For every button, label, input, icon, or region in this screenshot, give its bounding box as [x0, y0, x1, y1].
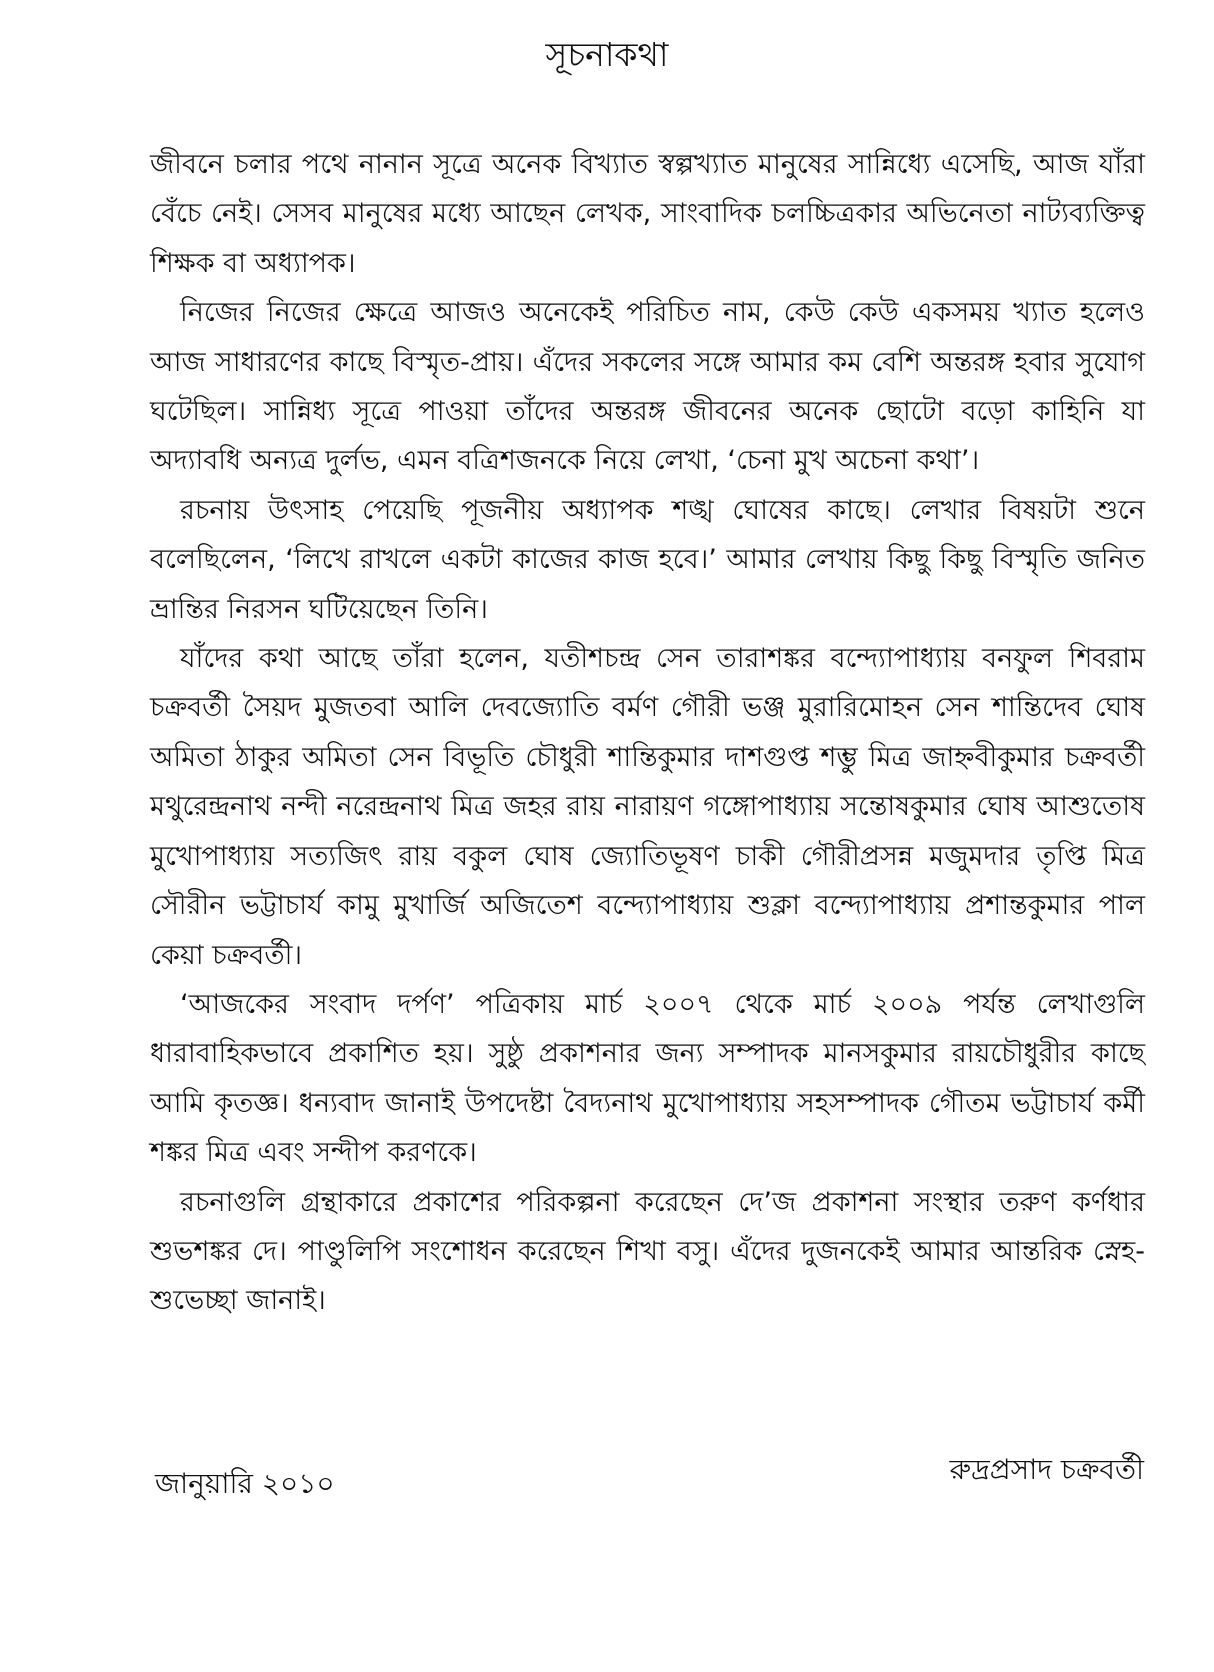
paragraph-inspiration: রচনায় উৎসাহ পেয়েছি পূজনীয় অধ্যাপক শঙ্খ ঘোষের কাছে। লেখার বিষয়টা শুনে বলেছিলেন, ‘লিখে রাখলে একটা কাজের কাজ হবে।’ আমার লেখায় কিছু কিছু বিস্মৃতি জনিত ভ্রান্তির নিরসন ঘটিয়েছেন তিনি। — [150, 494, 1145, 625]
paragraph-publication: ‘আজকের সংবাদ দর্পণ’ পত্রিকায় মার্চ ২০০৭ থেকে মার্চ ২০০৯ পর্যন্ত লেখাগুলি ধারাবাহিকভাবে প্রকাশিত হয়। সুষ্ঠু প্রকাশনার জন্য সম্পাদক মানসকুমার রায়চৌধুরীর কাছে আমি কৃতজ্ঞ। ধন্যবাদ জানাই উপদেষ্টা বৈদ্যনাথ মুখোপাধ্যায় সহসম্পাদক গৌতম ভট্টাচার্য কর্মী শঙ্কর মিত্র এবং সন্দীপ করণকে। — [150, 988, 1145, 1169]
paragraph-acknowledgement: রচনাগুলি গ্রন্থাকারে প্রকাশের পরিকল্পনা করেছেন দে’জ প্রকাশনা সংস্থার তরুণ কর্ণধার শুভশঙ্কর দে। পাণ্ডুলিপি সংশোধন করেছেন শিখা বসু। এঁদের দুজনকেই আমার আন্তরিক স্নেহ-শুভেচ্ছা জানাই। — [150, 1186, 1145, 1317]
paragraph-subjects: নিজের নিজের ক্ষেত্রে আজও অনেকেই পরিচিত নাম, কেউ কেউ একসময় খ্যাত হলেও আজ সাধারণের কাছে বিস্মৃত-প্রায়। এঁদের সকলের সঙ্গে আমার কম বেশি অন্তরঙ্গ হবার সুযোগ ঘটেছিল। সান্নিধ্য সূত্রে পাওয়া তাঁদের অন্তরঙ্গ জীবনের অনেক ছোটো বড়ো কাহিনি যা অদ্যাবধি অন্যত্র দুর্লভ, এমন বত্রিশজনকে নিয়ে লেখা, ‘চেনা মুখ অচেনা কথা’। — [150, 297, 1145, 477]
body-text — [150, 140, 1145, 1326]
paragraph-intro: জীবনে চলার পথে নানান সূত্রে অনেক বিখ্যাত স্বল্পখ্যাত মানুষের সান্নিধ্যে এসেছি, আজ যাঁরা বেঁচে নেই। সেসব মানুষের মধ্যে আছেন লেখক, সাংবাদিক চলচ্চিত্রকার অভিনেতা নাট্যব্যক্তিত্ব শিক্ষক বা অধ্যাপক। — [150, 149, 1145, 279]
paragraph-names: যাঁদের কথা আছে তাঁরা হলেন, যতীশচন্দ্র সেন তারাশঙ্কর বন্দ্যোপাধ্যায় বনফুল শিবরাম চক্রবর্তী সৈয়দ মুজতবা আলি দেবজ্যোতি বর্মণ গৌরী ভঞ্জ মুরারিমোহন সেন শান্তিদেব ঘোষ অমিতা ঠাকুর অমিতা সেন বিভূতি চৌধুরী শান্তিকুমার দাশগুপ্ত শম্ভু মিত্র জাহ্নবীকুমার চক্রবর্তী মথুরেন্দ্রনাথ নন্দী নরেন্দ্রনাথ মিত্র জহর রায় নারায়ণ গঙ্গোপাধ্যায় সন্তোষকুমার ঘোষ আশুতোষ মুখোপাধ্যায় সত্যজিৎ রায় বকুল ঘোষ জ্যোতিভূষণ চাকী গৌরীপ্রসন্ন মজুমদার তৃপ্তি মিত্র সৌরীন ভট্টাচার্য কামু মুখার্জি অজিতেশ বন্দ্যোপাধ্যায় শুক্লা বন্দ্যোপাধ্যায় প্রশান্তকুমার পাল কেয়া চক্রবর্তী। — [150, 643, 1145, 971]
author-signature: রুদ্রপ্রসাদ চক্রবর্তী — [949, 1453, 1144, 1486]
page-title: সূচনাকথা — [545, 35, 669, 74]
date-line: জানুয়ারি ২০১০ — [155, 1467, 335, 1500]
